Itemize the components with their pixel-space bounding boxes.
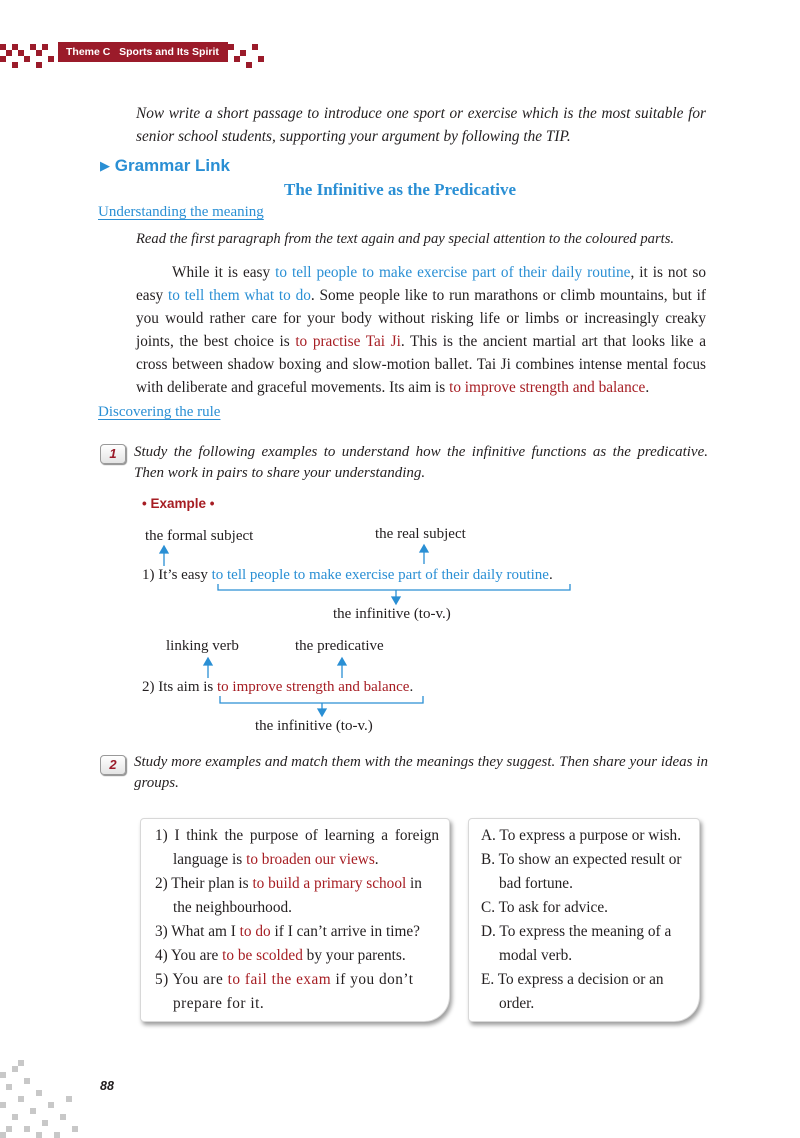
arrow-head-icon bbox=[160, 546, 168, 553]
paragraph-text: , it is not so easy bbox=[136, 264, 706, 304]
task2-instruction: Study more examples and match them with the meanings they suggest. Then share your ideas in groups. bbox=[134, 754, 708, 791]
highlight-blue-2: to tell them what to do bbox=[167, 287, 311, 304]
paragraph-text: . bbox=[645, 379, 650, 396]
example-text: 5) You are bbox=[155, 971, 228, 988]
example-highlight: to broaden our views bbox=[246, 851, 375, 868]
label-infinitive-1: the infinitive (to-v.) bbox=[333, 606, 451, 622]
list-item bbox=[155, 968, 439, 1016]
example-text: 3) What am I bbox=[155, 923, 240, 940]
paragraph-text: . This is the ancient martial art that looks like a cross between shadow boxing and slow-motion ballet. Tai Ji combines intense mental focus with deliberate and graceful movements. Its aim is bbox=[136, 333, 706, 396]
example-text: . bbox=[374, 851, 379, 868]
list-item bbox=[155, 872, 439, 920]
list-item bbox=[155, 824, 439, 872]
example-text: if you don’t prepare for it. bbox=[173, 971, 414, 1012]
theme-label: Theme C bbox=[66, 46, 111, 58]
grammar-link-title: Grammar Link bbox=[114, 156, 230, 175]
example-highlight: to do bbox=[239, 923, 271, 940]
list-item bbox=[155, 944, 439, 968]
task-number-badge: 2 bbox=[100, 755, 126, 775]
example-text: 1) It’s easy bbox=[142, 567, 212, 583]
theme-title: Sports and Its Spirit bbox=[119, 46, 219, 58]
example-text: 2) Their plan is bbox=[155, 875, 253, 892]
corner-pattern bbox=[0, 1060, 100, 1138]
example-highlight: to fail the exam bbox=[227, 971, 332, 988]
example-text: . bbox=[548, 567, 553, 583]
paragraph-text: While it is easy bbox=[172, 264, 276, 281]
arrow-head-icon bbox=[338, 658, 346, 665]
example-2-highlight: to improve strength and balance bbox=[217, 679, 410, 695]
arrow-head-icon bbox=[204, 658, 212, 665]
page-number: 88 bbox=[100, 1079, 114, 1093]
list-item: E. To express a decision or an order. bbox=[481, 971, 664, 1012]
discovering-heading: Discovering the rule bbox=[98, 404, 221, 420]
task-number-badge: 1 bbox=[100, 444, 126, 464]
example-text: . bbox=[409, 679, 414, 695]
highlight-red-1: to practise Tai Ji bbox=[295, 333, 401, 350]
understanding-heading: Understanding the meaning bbox=[98, 204, 264, 220]
highlight-blue-1: to tell people to make exercise part of their daily routine bbox=[275, 264, 631, 281]
meanings-box bbox=[468, 818, 700, 1022]
list-item: B. To show an expected result or bad fortune. bbox=[481, 851, 682, 892]
example-text: by your parents. bbox=[302, 947, 406, 964]
arrow-head-icon bbox=[392, 597, 400, 604]
example-text: in the neighbourhood. bbox=[173, 875, 422, 916]
triangle-bullet-icon: ▶ bbox=[100, 158, 110, 173]
arrow-head-icon bbox=[420, 545, 428, 552]
label-linking-verb: linking verb bbox=[166, 638, 239, 654]
understanding-instruction: Read the first paragraph from the text again and pay special attention to the coloured parts. bbox=[136, 231, 675, 247]
example-highlight: to be scolded bbox=[222, 947, 303, 964]
list-item: A. To express a purpose or wish. bbox=[481, 827, 682, 844]
paragraph-text: . Some people like to run marathons or climb mountains, but if you would rather care for your body without risking life or limbs or increasingly creaky joints, the best choice is bbox=[136, 287, 707, 350]
examples-box bbox=[140, 818, 450, 1022]
bracket-1 bbox=[218, 584, 570, 590]
arrow-head-icon bbox=[318, 709, 326, 716]
example-text: 1) I think the purpose of learning a foreign language is bbox=[155, 827, 439, 868]
list-item bbox=[155, 920, 439, 944]
example-text: 4) You are bbox=[155, 947, 223, 964]
label-predicative: the predicative bbox=[295, 638, 384, 654]
label-infinitive-2: the infinitive (to-v.) bbox=[255, 718, 373, 734]
highlight-red-2: to improve strength and balance bbox=[449, 379, 646, 396]
example-label: • Example • bbox=[142, 496, 215, 511]
bracket-2 bbox=[220, 696, 423, 703]
topic-title: The Infinitive as the Predicative bbox=[284, 180, 516, 199]
list-item: D. To express the meaning of a modal verb. bbox=[481, 923, 672, 964]
example-1-highlight: to tell people to make exercise part of their daily routine bbox=[211, 567, 549, 583]
label-formal-subject: the formal subject bbox=[145, 528, 254, 544]
example-highlight: to build a primary school bbox=[252, 875, 407, 892]
example-text: if I can’t arrive in time? bbox=[270, 923, 420, 940]
example-text: 2) Its aim is bbox=[142, 679, 217, 695]
list-item: C. To ask for advice. bbox=[481, 899, 608, 916]
writing-instruction: Now write a short passage to introduce one sport or exercise which is the most suitable for senior school students, supporting your argument by following the TIP. bbox=[136, 105, 706, 145]
label-real-subject: the real subject bbox=[375, 526, 466, 542]
task1-instruction: Study the following examples to understand how the infinitive functions as the predicative. Then work in pairs to share your understanding. bbox=[134, 444, 708, 481]
